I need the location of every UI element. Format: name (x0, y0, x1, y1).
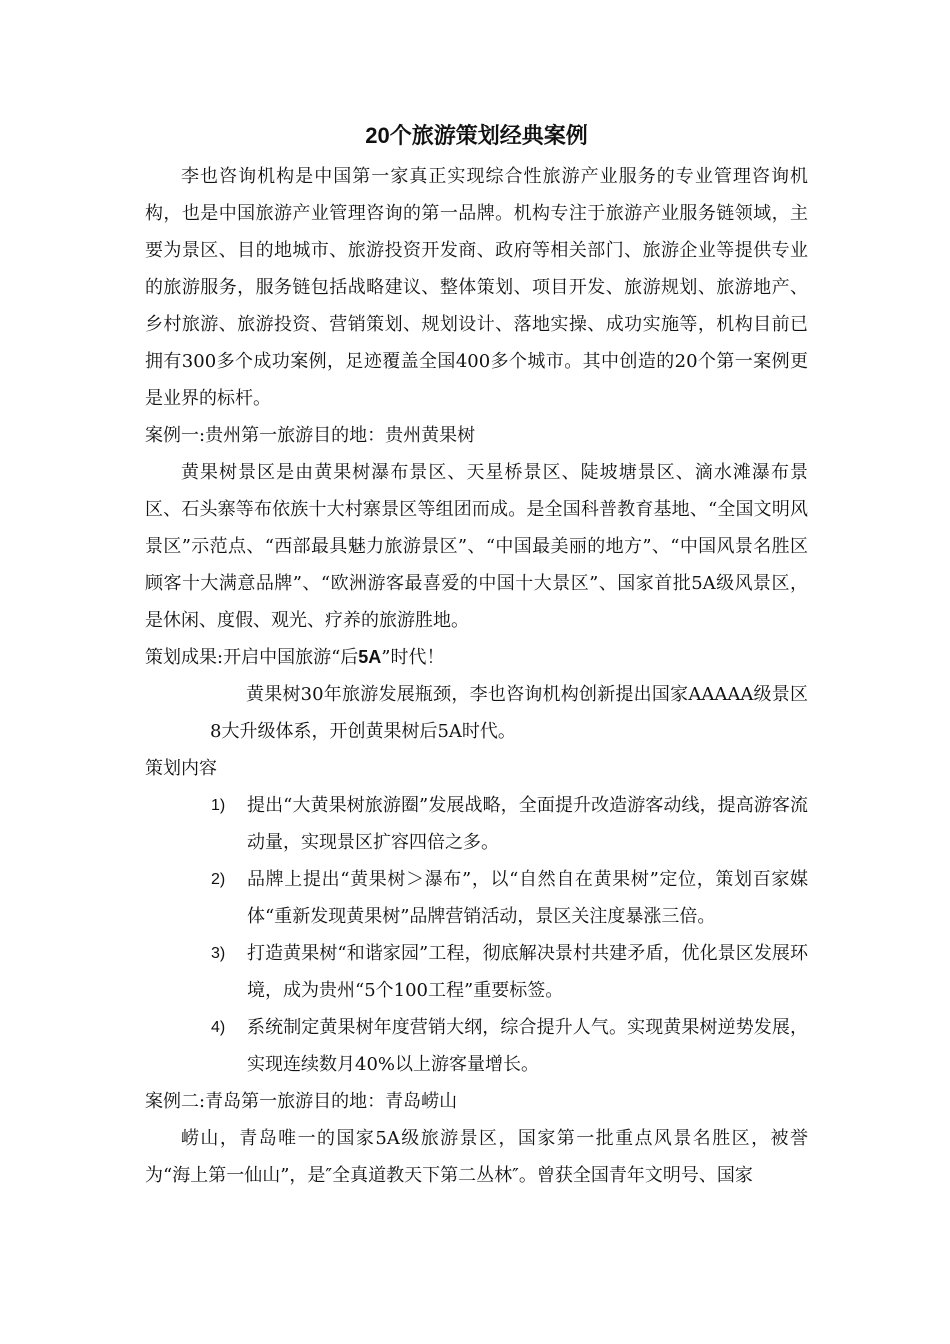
document-title: 20个旅游策划经典案例 (365, 123, 588, 148)
list-item-text: 提出“大黄果树旅游圈”发展战略，全面提升改造游客动线，提高游客流动量，实现景区扩容四倍之多。 (247, 795, 808, 853)
intro-paragraph: 李也咨询机构是中国第一家真正实现综合性旅游产业服务的专业管理咨询机构，也是中国旅游产业管理咨询的第一品牌。机构专注于旅游产业服务链领域，主要为景区、目的地城市、旅游投资开发商、政府等相关部门、旅游企业等提供专业的旅游服务，服务链包括战略建议、整体策划、项目开发、旅游规划、旅游地产、乡村旅游、旅游投资、营销策划、规划设计、落地实操、成功实施等，机构目前已拥有300多个成功案例，足迹覆盖全国400多个城市。其中创造的20个第一案例更是业界的标杆。 (145, 166, 808, 409)
case1-result-description: 黄果树30年旅游发展瓶颈，李也咨询机构创新提出国家AAAAA级景区8大升级体系，开创黄果树后5A时代。 (210, 684, 808, 742)
document-body (145, 118, 808, 1194)
case1-result-heading (145, 639, 808, 676)
case2-heading: 案例二:青岛第一旅游目的地：青岛崂山 (145, 1091, 458, 1112)
list-item-text: 品牌上提出“黄果树＞瀑布”，以“自然自在黄果树”定位，策划百家媒体“重新发现黄果树”品牌营销活动，景区关注度暴涨三倍。 (247, 869, 808, 927)
list-item-text: 系统制定黄果树年度营销大纲，综合提升人气。实现黄果树逆势发展，实现连续数月40%以上游客量增长。 (247, 1017, 808, 1075)
result-bold: 5A (358, 647, 382, 667)
case1-description: 黄果树景区是由黄果树瀑布景区、天星桥景区、陡坡塘景区、滴水滩瀑布景区、石头寨等布依族十大村寨景区等组团而成。是全国科普教育基地、“全国文明风景区”示范点、“西部最具魅力旅游景区”、“中国最美丽的地方”、“中国风景名胜区顾客十大满意品牌”、“欧洲游客最喜爱的中国十大景区”、国家首批5A级风景区，是休闲、度假、观光、疗养的旅游胜地。 (145, 462, 808, 631)
result-tail: ”时代！ (381, 647, 445, 668)
case1-heading: 案例一:贵州第一旅游目的地：贵州黄果树 (145, 425, 476, 446)
list-item-text: 打造黄果树“和谐家园”工程，彻底解决景村共建矛盾，优化景区发展环境，成为贵州“5个100工程”重要标签。 (247, 943, 808, 1001)
list-item (145, 1009, 808, 1083)
list-item-number: 4) (211, 1019, 226, 1036)
list-item-number: 3) (211, 945, 226, 962)
list-item (145, 787, 808, 861)
list-item-number: 2) (211, 871, 226, 888)
list-item (145, 861, 808, 935)
list-item-number: 1) (211, 797, 226, 814)
case2-description: 崂山，青岛唯一的国家5A级旅游景区，国家第一批重点风景名胜区，被誉为“海上第一仙山”，是″全真道教天下第二丛林″。曾获全国青年文明号、国家 (145, 1128, 808, 1186)
result-label: 策划成果:开启中国旅游“后 (145, 647, 359, 668)
case1-content-list (145, 787, 808, 1083)
case1-content-heading: 策划内容 (145, 758, 217, 779)
list-item (145, 935, 808, 1009)
